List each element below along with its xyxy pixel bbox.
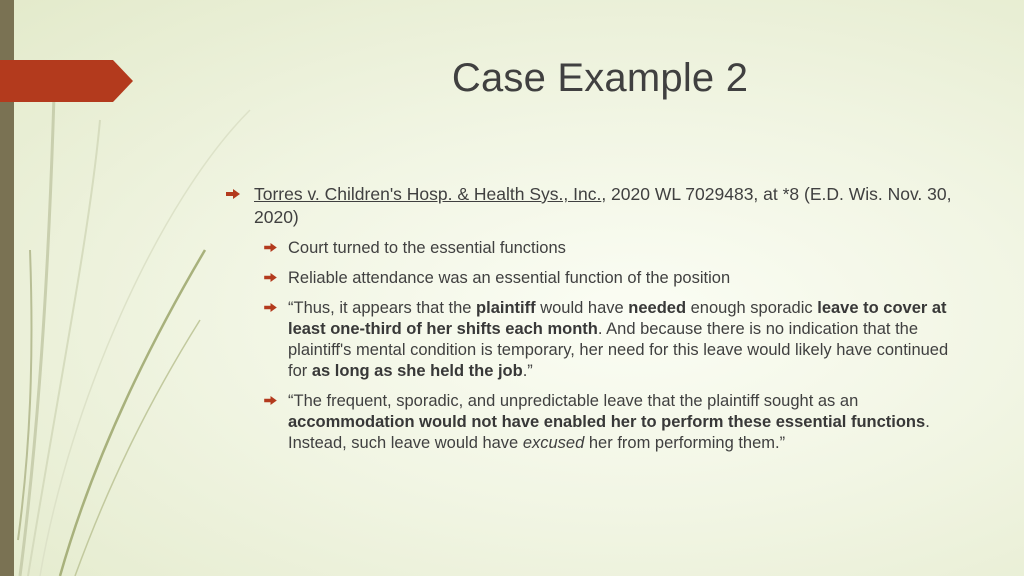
quote-text: would have <box>535 299 629 317</box>
slide-title: Case Example 2 <box>451 56 749 100</box>
case-citation-link[interactable]: Torres v. Children's Hosp. & Health Sys., Inc. <box>254 184 602 204</box>
sub-bullet-essential-functions <box>226 238 966 259</box>
quote-2-text <box>288 391 966 454</box>
main-bullet <box>226 183 966 229</box>
arrow-bullet-icon <box>226 189 240 199</box>
sub-bullet-text: Reliable attendance was an essential function of the position <box>288 269 731 287</box>
quote-text: .” <box>522 362 533 380</box>
sub-bullet-quote-2 <box>226 391 966 454</box>
quote-text: her from performing them.” <box>584 434 786 452</box>
quote-emphasis: needed <box>628 299 687 317</box>
quote-1-text <box>288 298 966 382</box>
quote-emphasis: as long as she held the job <box>311 362 523 380</box>
title-accent-shape <box>0 60 133 102</box>
quote-emphasis: leave to cover at least one-third of her shifts each month <box>288 299 947 338</box>
quote-text: . And because there is no indication that the plaintiff's mental condition is temporary, her need for this leave would likely have continued for <box>288 320 949 380</box>
sub-bullet-reliable-attendance <box>226 268 966 289</box>
arrow-bullet-icon <box>264 303 277 312</box>
arrow-bullet-icon <box>264 243 277 252</box>
quote-text: “Thus, it appears that the <box>288 299 477 317</box>
sub-bullet-text: Court turned to the essential functions <box>288 239 566 257</box>
sub-bullet-quote-1 <box>226 298 966 382</box>
arrow-bullet-icon <box>264 273 277 282</box>
quote-italic: excused <box>522 434 585 452</box>
quote-text: . Instead, such leave would have <box>288 413 930 452</box>
quote-text: enough sporadic <box>686 299 818 317</box>
case-citation-text: , 2020 WL 7029483, at *8 (E.D. Wis. Nov. 30, 2020) <box>254 184 952 227</box>
arrow-bullet-icon <box>264 396 277 405</box>
quote-text: “The frequent, sporadic, and unpredictable leave that the plaintiff sought as an <box>288 392 859 410</box>
slide-content <box>226 183 966 454</box>
quote-emphasis: accommodation would not have enabled her to perform these essential functions <box>288 413 926 431</box>
quote-emphasis: plaintiff <box>476 299 536 317</box>
